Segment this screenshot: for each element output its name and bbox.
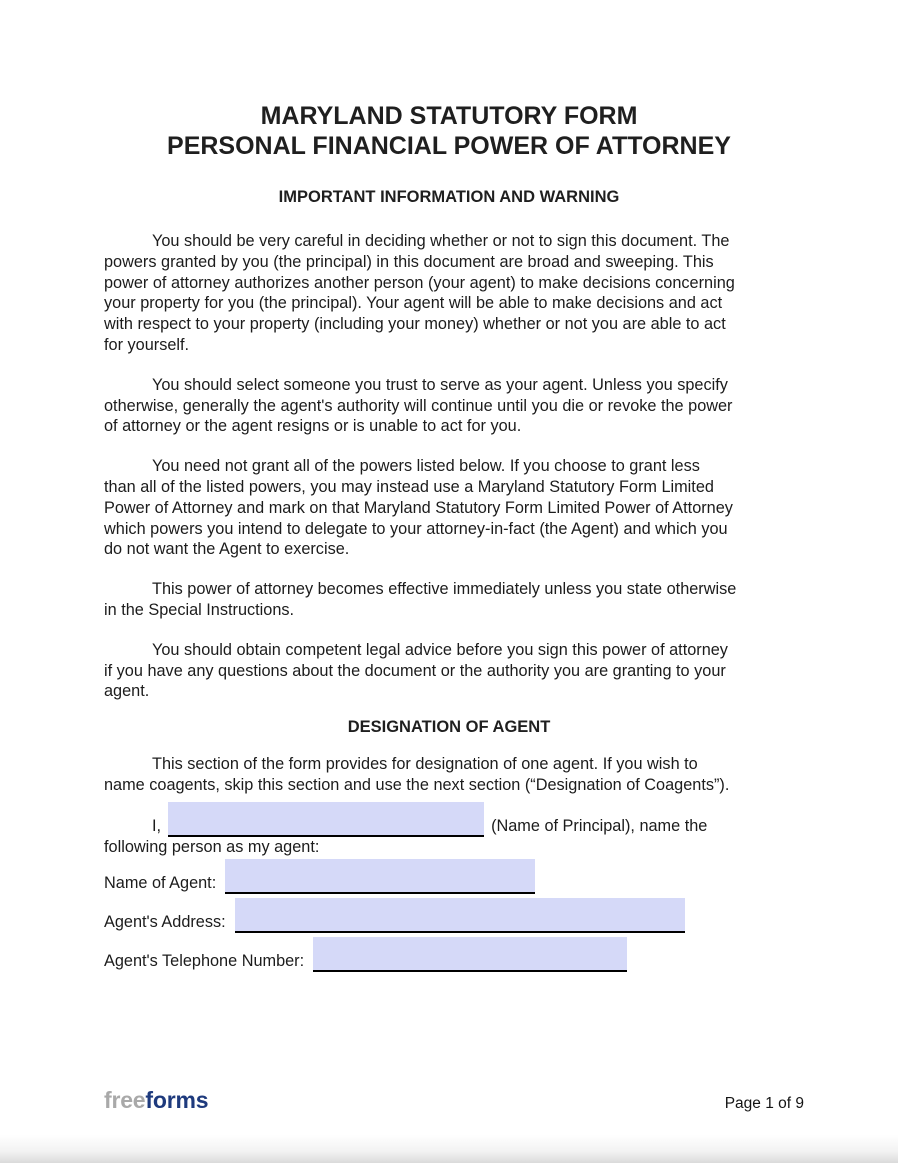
principal-name-field[interactable] xyxy=(168,802,484,837)
logo-text-forms: forms xyxy=(145,1087,209,1113)
agent-phone-field[interactable] xyxy=(313,937,627,972)
page-footer xyxy=(104,1087,804,1114)
principal-prefix: I, xyxy=(152,816,162,835)
principal-designation-continuation: following person as my agent: xyxy=(104,837,320,856)
page-bottom-edge xyxy=(0,1135,898,1163)
agent-name-label: Name of Agent: xyxy=(104,873,217,892)
warning-paragraph-2: You should select someone you trust to serve as your agent. Unless you specify otherwise, generally the agent's authority will continue until you die or revoke the power of attorney or the agent resigns or is unable to act for you. xyxy=(104,375,733,436)
page-number: Page 1 of 9 xyxy=(724,1095,804,1112)
logo-text-free: free xyxy=(104,1087,146,1113)
principal-suffix: (Name of Principal), name the xyxy=(491,816,708,835)
warning-paragraph-4: This power of attorney becomes effective immediately unless you state otherwise in the Special Instructions. xyxy=(104,580,737,619)
warning-heading: IMPORTANT INFORMATION AND WARNING xyxy=(278,188,620,206)
principal-designation-line xyxy=(104,802,794,837)
agent-phone-row xyxy=(104,937,794,972)
agent-name-row xyxy=(104,859,794,894)
warning-paragraph-3: You need not grant all of the powers listed below. If you choose to grant less than all of the listed powers, you may instead use a Maryland Statutory Form Limited Power of Attorney and mark on that Maryland Statutory Form Limited Power of Attorney which powers you intend to delegate to your attorney-in-fact (the Agent) and which you do not want the Agent to exercise. xyxy=(104,457,733,559)
agent-name-field[interactable] xyxy=(225,859,535,894)
designation-intro: This section of the form provides for designation of one agent. If you wish to name coagents, skip this section and use the next section (“Designation of Coagents”). xyxy=(104,755,730,794)
designation-heading: DESIGNATION OF AGENT xyxy=(347,718,551,737)
agent-address-label: Agent's Address: xyxy=(104,912,226,931)
page-title: MARYLAND STATUTORY FORM PERSONAL FINANCIAL POWER OF ATTORNEY xyxy=(167,102,731,160)
warning-paragraph-1: You should be very careful in deciding whether or not to sign this document. The powers granted by you (the principal) in this document are broad and sweeping. This power of attorney authorizes another person (your agent) to make decisions concerning your property for you (the principal). Your agent will be able to make decisions and act with respect to your property (including your money) whether or not you are able to act for yourself. xyxy=(104,232,735,354)
agent-address-field[interactable] xyxy=(235,898,685,933)
page-content xyxy=(104,0,794,972)
agent-phone-label: Agent's Telephone Number: xyxy=(104,951,305,970)
agent-address-row xyxy=(104,898,794,933)
freeforms-logo xyxy=(104,1087,208,1114)
warning-paragraph-5: You should obtain competent legal advice before you sign this power of attorney if you have any questions about the document or the authority you are granting to your agent. xyxy=(104,640,728,701)
